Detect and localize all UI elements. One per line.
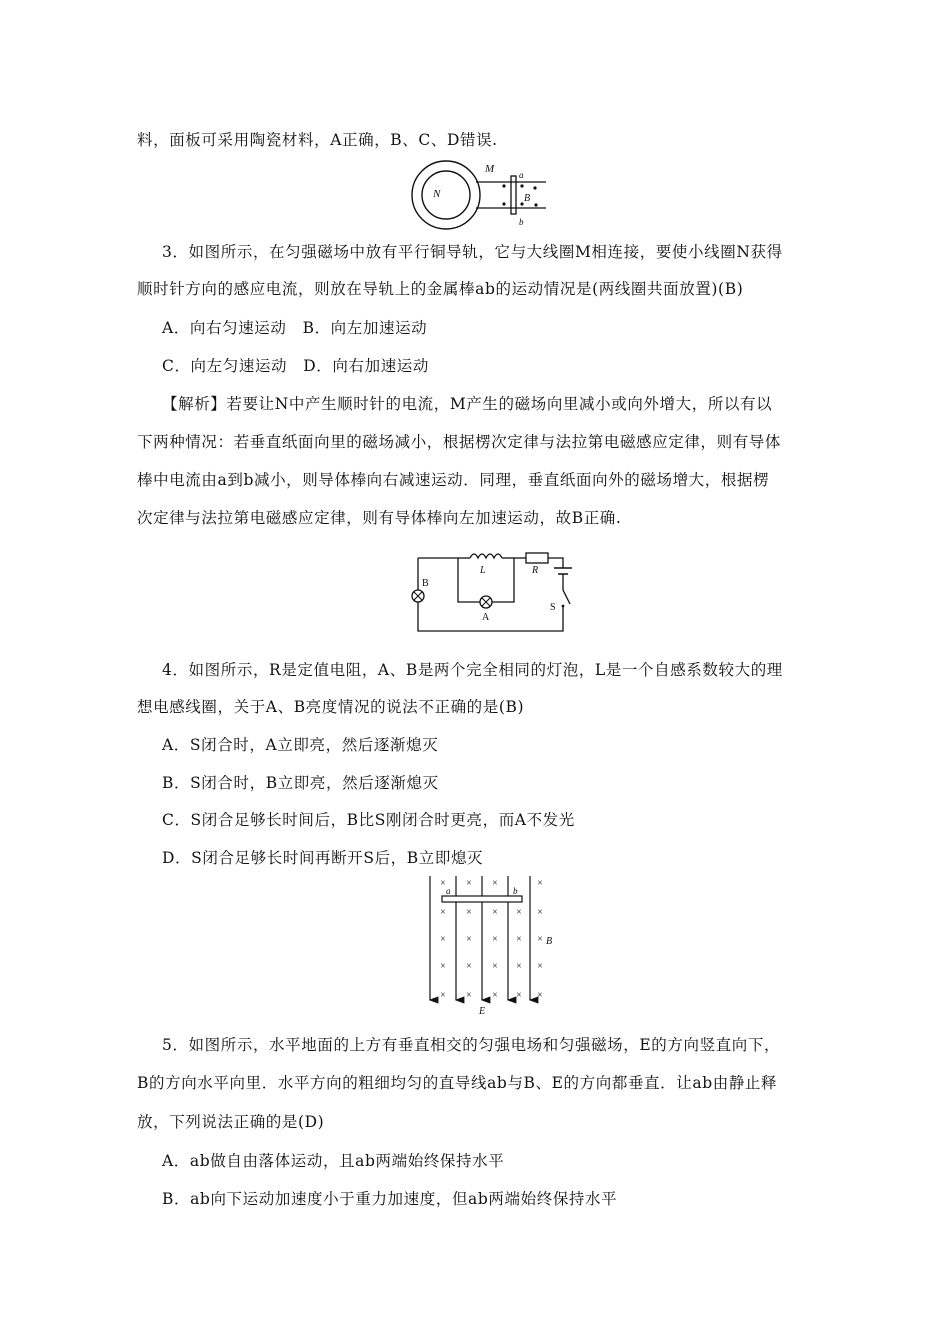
label-switch-s: S xyxy=(550,602,556,613)
svg-text:×: × xyxy=(440,961,446,972)
svg-text:×: × xyxy=(537,907,543,918)
svg-text:×: × xyxy=(440,934,446,945)
q3-stem-line1: 3．如图所示，在匀强磁场中放有平行铜导轨，它与大线圈M相连接，要使小线圈N获得 xyxy=(162,243,783,261)
q5-option-a: A．ab做自由落体运动，且ab两端始终保持水平 xyxy=(162,1152,505,1170)
q4-option-d: D．S闭合足够长时间再断开S后，B立即熄灭 xyxy=(162,849,484,867)
q5-option-b: B．ab向下运动加速度小于重力加速度，但ab两端始终保持水平 xyxy=(162,1190,618,1208)
svg-text:×: × xyxy=(516,961,522,972)
svg-text:×: × xyxy=(537,878,543,889)
svg-text:×: × xyxy=(466,934,472,945)
q4-option-c: C．S闭合足够长时间后，B比S刚闭合时更亮，而A不发光 xyxy=(162,811,575,829)
q4-option-a: A．S闭合时，A立即亮，然后逐渐熄灭 xyxy=(162,736,439,754)
q4-stem-line1: 4．如图所示，R是定值电阻，A、B是两个完全相同的灯泡，L是一个自感系数较大的理 xyxy=(162,661,783,679)
svg-text:×: × xyxy=(516,934,522,945)
svg-text:×: × xyxy=(492,934,498,945)
q4-stem-line2: 想电感线圈，关于A、B亮度情况的说法不正确的是(B) xyxy=(137,698,525,716)
q4-option-b: B．S闭合时，B立即亮，然后逐渐熄灭 xyxy=(162,774,439,792)
q3-analysis-line3: 棒中电流由a到b减小，则导体棒向右减速运动．同理，垂直纸面向外的磁场增大，根据楞 xyxy=(137,471,770,489)
svg-text:×: × xyxy=(440,878,446,889)
q3-analysis-line4: 次定律与法拉第电磁感应定律，则有导体棒向左加速运动，故B正确. xyxy=(137,509,622,527)
q3-options-line2: C．向左匀速运动 D．向右加速运动 xyxy=(162,357,429,375)
svg-text:×: × xyxy=(537,990,543,1001)
text-line: 料，面板可采用陶瓷材料，A正确，B、C、D错误. xyxy=(137,131,498,149)
label-b: b xyxy=(513,886,518,896)
q3-analysis-line2: 下两种情况：若垂直纸面向里的磁场减小，根据楞次定律与法拉第电磁感应定律，则有导体 xyxy=(137,433,782,451)
svg-text:×: × xyxy=(466,990,472,1001)
q3-stem-line2: 顺时针方向的感应电流，则放在导轨上的金属棒ab的运动情况是(两线圈共面放置)(B) xyxy=(137,280,744,298)
label-a: a xyxy=(519,170,524,180)
circuit-figure xyxy=(410,546,576,636)
svg-text:×: × xyxy=(516,990,522,1001)
svg-text:×: × xyxy=(466,878,472,889)
svg-text:×: × xyxy=(440,990,446,1001)
label-e-field: E xyxy=(479,1006,486,1017)
svg-text:×: × xyxy=(516,907,522,918)
label-b: b xyxy=(519,217,524,227)
q3-options-line1: A．向右匀速运动 B．向左加速运动 xyxy=(162,319,428,337)
svg-text:×: × xyxy=(466,961,472,972)
svg-text:×: × xyxy=(492,878,498,889)
label-lamp-a: A xyxy=(482,612,490,623)
svg-text:×: × xyxy=(537,961,543,972)
label-l: L xyxy=(480,565,486,576)
field-figure xyxy=(420,872,570,1018)
svg-text:×: × xyxy=(492,907,498,918)
q5-stem-line3: 放，下列说法正确的是(D) xyxy=(137,1113,325,1131)
svg-text:×: × xyxy=(537,934,543,945)
svg-text:×: × xyxy=(492,990,498,1001)
label-lamp-b: B xyxy=(422,578,429,589)
label-r: R xyxy=(532,565,539,576)
label-m: M xyxy=(485,163,495,175)
coil-rail-figure xyxy=(410,158,556,232)
label-n: N xyxy=(433,188,441,200)
svg-text:×: × xyxy=(492,961,498,972)
svg-text:×: × xyxy=(440,907,446,918)
label-a: a xyxy=(446,886,451,896)
q5-stem-line1: 5．如图所示，水平地面的上方有垂直相交的匀强电场和匀强磁场，E的方向竖直向下， xyxy=(162,1036,781,1054)
q3-analysis-line1: 【解析】若要让N中产生顺时针的电流，M产生的磁场向里减小或向外增大，所以有以 xyxy=(162,395,773,413)
label-b-field: B xyxy=(546,936,553,947)
label-b-field: B xyxy=(524,193,531,204)
svg-text:×: × xyxy=(466,907,472,918)
q5-stem-line2: B的方向水平向里．水平方向的粗细均匀的直导线ab与B、E的方向都垂直．让ab由静止释 xyxy=(137,1074,778,1092)
